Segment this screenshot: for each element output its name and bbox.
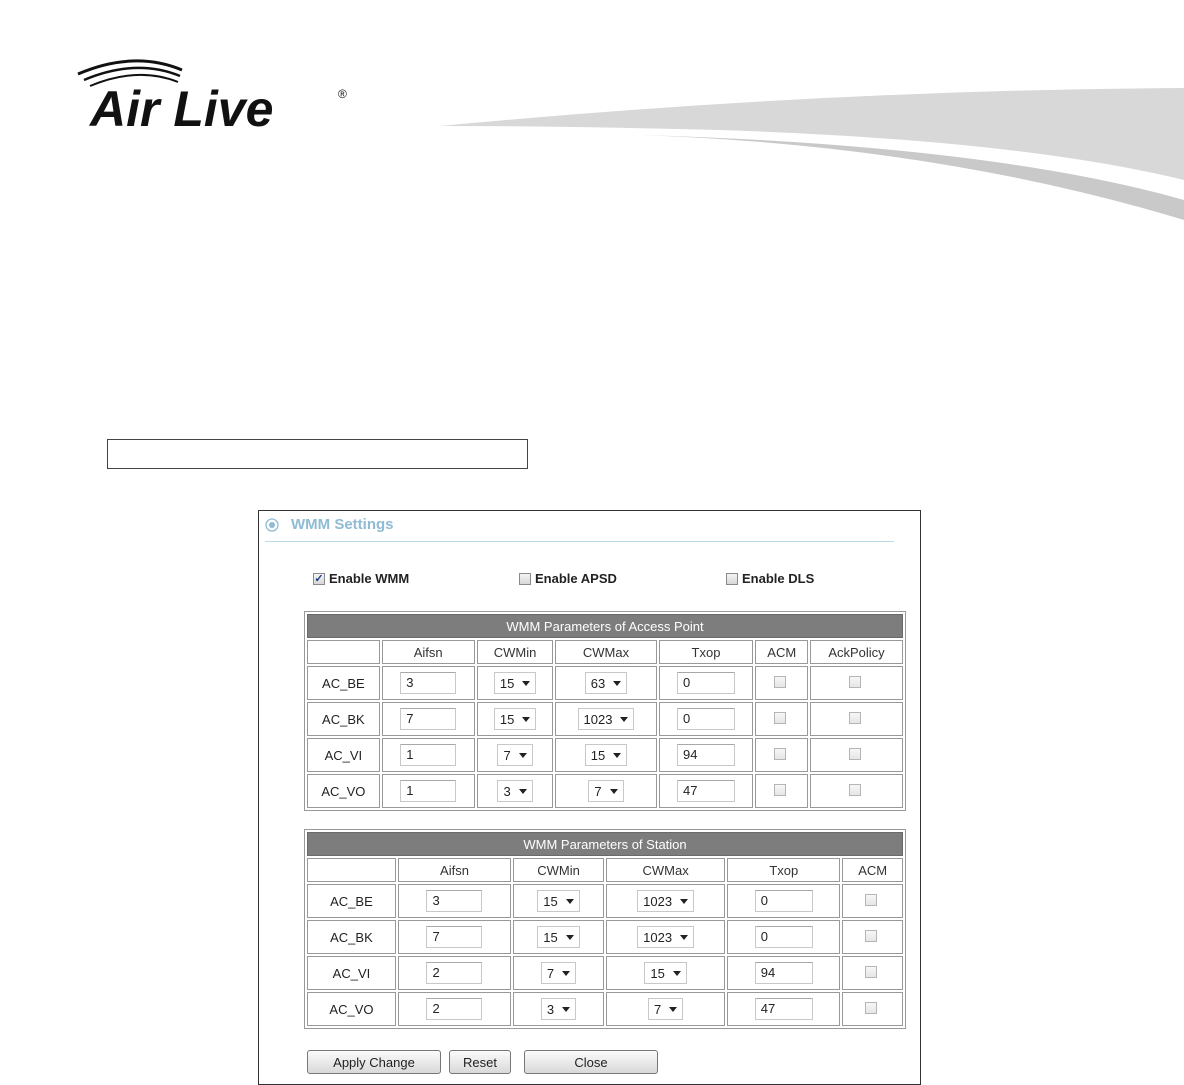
aifsn-input[interactable]: 1 [400,744,456,766]
station-table-header [307,858,903,882]
row-label: AC_BK [307,702,380,736]
station-parameters-table [304,829,906,1029]
cwmin-select[interactable] [537,926,579,948]
enable-apsd-option[interactable] [519,571,617,586]
apply-change-button[interactable]: Apply Change [307,1050,441,1074]
enable-wmm-checkbox[interactable] [313,573,325,585]
column-header [307,640,380,664]
dropdown-arrow-icon [680,899,688,904]
cwmin-value: 15 [543,893,558,909]
station-table-title: WMM Parameters of Station [307,832,903,856]
cwmin-select[interactable] [497,744,532,766]
acm-checkbox[interactable] [865,1002,877,1014]
dropdown-arrow-icon [613,681,621,686]
column-header: AckPolicy [810,640,903,664]
row-label: AC_VI [307,956,396,990]
cwmax-select[interactable] [648,998,683,1020]
cwmin-select[interactable] [494,672,536,694]
cwmin-value: 7 [503,747,511,763]
aifsn-input[interactable]: 2 [426,998,482,1020]
row-label: AC_VO [307,992,396,1026]
cwmax-value: 1023 [583,711,613,727]
dropdown-arrow-icon [566,899,574,904]
panel-header [265,515,894,542]
cwmin-value: 15 [543,929,558,945]
cwmax-select[interactable] [585,672,627,694]
cwmax-select[interactable] [637,926,694,948]
dropdown-arrow-icon [566,935,574,940]
acm-checkbox[interactable] [865,930,877,942]
dropdown-arrow-icon [562,971,570,976]
enable-apsd-label: Enable APSD [535,571,617,586]
ap-table-title: WMM Parameters of Access Point [307,614,903,638]
column-header: Aifsn [382,640,475,664]
dropdown-arrow-icon [669,1007,677,1012]
cwmax-select[interactable] [578,708,635,730]
column-header: CWMin [477,640,554,664]
cwmax-value: 1023 [643,893,673,909]
acm-checkbox[interactable] [774,676,786,688]
table-row [307,956,903,990]
enable-dls-option[interactable] [726,571,814,586]
txop-input[interactable]: 0 [755,890,813,912]
row-label: AC_VI [307,738,380,772]
column-header [307,858,396,882]
column-header: ACM [755,640,808,664]
cwmax-value: 1023 [643,929,673,945]
cwmax-value: 7 [594,783,602,799]
dropdown-arrow-icon [562,1007,570,1012]
header-swoosh [420,80,1184,230]
column-header: Txop [727,858,840,882]
ap-parameters-table [304,611,906,811]
column-header: Txop [659,640,754,664]
cwmax-value: 7 [653,1001,662,1017]
txop-input[interactable]: 0 [755,926,813,948]
table-row [307,774,903,808]
table-row [307,920,903,954]
table-row [307,702,903,736]
acm-checkbox[interactable] [774,712,786,724]
aifsn-input[interactable]: 1 [400,780,456,802]
cwmax-value: 15 [650,965,665,981]
txop-input[interactable]: 94 [755,962,813,984]
column-header: CWMax [606,858,725,882]
cwmin-select[interactable] [541,962,576,984]
cwmin-value: 3 [503,783,511,799]
dropdown-arrow-icon [519,789,527,794]
target-icon [265,518,279,532]
dropdown-arrow-icon [680,935,688,940]
cwmin-value: 7 [546,965,555,981]
row-label: AC_BE [307,666,380,700]
table-row [307,738,903,772]
enable-dls-checkbox[interactable] [726,573,738,585]
close-button[interactable]: Close [524,1050,658,1074]
cwmin-value: 3 [546,1001,555,1017]
enable-dls-label: Enable DLS [742,571,815,586]
airlive-logo [74,56,364,136]
enable-wmm-label: Enable WMM [329,571,410,586]
cwmin-value: 15 [499,675,515,691]
dropdown-arrow-icon [522,717,530,722]
column-header: CWMin [513,858,604,882]
enable-apsd-checkbox[interactable] [519,573,531,585]
column-header: ACM [842,858,903,882]
cwmax-select[interactable] [644,962,686,984]
logo-text: Air Live [90,81,274,136]
aifsn-input[interactable]: 7 [426,926,482,948]
ackpolicy-checkbox[interactable] [849,712,861,724]
txop-input[interactable]: 0 [677,708,735,730]
txop-input[interactable]: 47 [755,998,813,1020]
dropdown-arrow-icon [610,789,618,794]
cwmax-value: 15 [590,747,606,763]
reset-button[interactable]: Reset [449,1050,511,1074]
dropdown-arrow-icon [613,753,621,758]
row-label: AC_VO [307,774,380,808]
dropdown-arrow-icon [673,971,681,976]
options-row [311,571,871,591]
column-header: Aifsn [398,858,511,882]
cwmin-select[interactable] [497,780,532,802]
ap-table-header [307,640,903,664]
acm-checkbox[interactable] [865,966,877,978]
aifsn-input[interactable]: 3 [426,890,482,912]
cwmin-select[interactable] [541,998,576,1020]
txop-input[interactable]: 94 [677,744,735,766]
cwmax-select[interactable] [588,780,623,802]
cwmax-value: 63 [590,675,606,691]
aifsn-input[interactable]: 7 [400,708,456,730]
cwmin-value: 15 [499,711,515,727]
acm-checkbox[interactable] [774,748,786,760]
dropdown-arrow-icon [620,717,628,722]
table-row [307,884,903,918]
registered-mark: ® [338,87,347,101]
txop-input[interactable]: 0 [677,672,735,694]
row-label: AC_BK [307,920,396,954]
txop-input[interactable]: 47 [677,780,735,802]
acm-checkbox[interactable] [865,894,877,906]
aifsn-input[interactable]: 2 [426,962,482,984]
panel-title: WMM Settings [291,516,394,533]
table-row [307,992,903,1026]
enable-wmm-option[interactable] [313,571,409,586]
cwmin-select[interactable] [494,708,536,730]
wmm-settings-panel [258,510,921,1085]
ackpolicy-checkbox[interactable] [849,676,861,688]
cwmax-select[interactable] [585,744,627,766]
dropdown-arrow-icon [522,681,530,686]
cwmin-select[interactable] [537,890,579,912]
table-row [307,666,903,700]
dropdown-arrow-icon [519,753,527,758]
column-header: CWMax [555,640,656,664]
aifsn-input[interactable]: 3 [400,672,456,694]
acm-checkbox[interactable] [774,784,786,796]
ackpolicy-checkbox[interactable] [849,748,861,760]
caption-box [107,439,528,469]
row-label: AC_BE [307,884,396,918]
ackpolicy-checkbox[interactable] [849,784,861,796]
cwmax-select[interactable] [637,890,694,912]
